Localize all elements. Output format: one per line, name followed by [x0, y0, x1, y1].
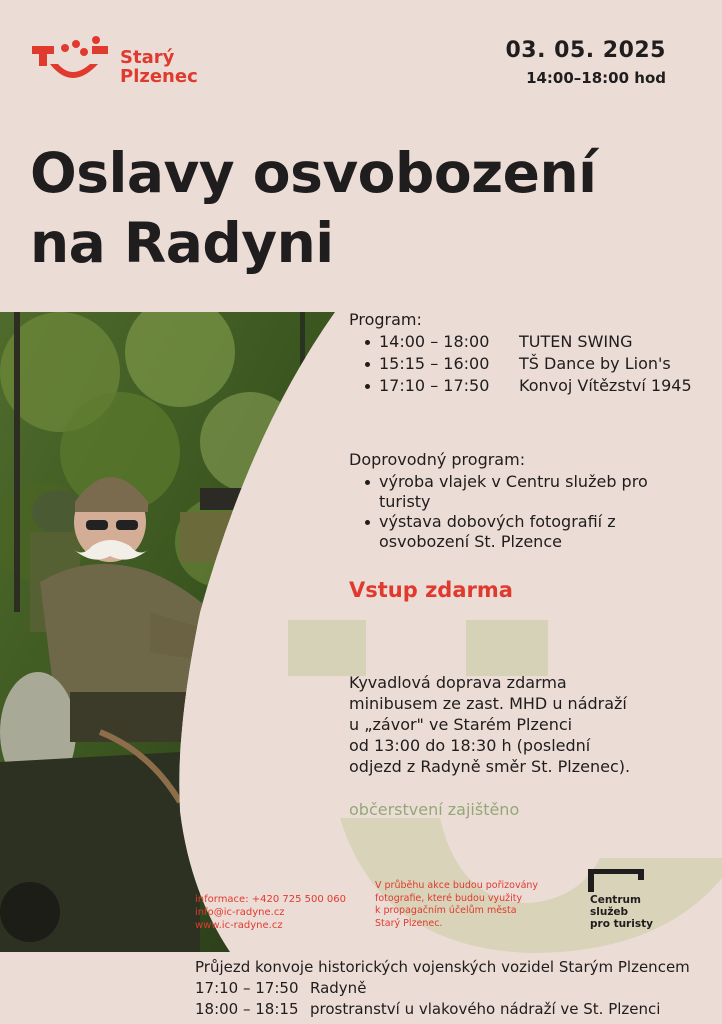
- photography-notice-line: fotografie, které budou využity: [375, 892, 523, 904]
- shuttle-line: odjezd z Radyně směr St. Plzenec).: [349, 757, 631, 776]
- event-date-block: [506, 38, 667, 87]
- logo-line-2: Plzenec: [120, 66, 198, 87]
- contact-info: [195, 893, 346, 932]
- convoy-place: Radyně: [310, 979, 367, 997]
- logo-line-1: Starý: [120, 47, 175, 68]
- shuttle-line: od 13:00 do 18:30 h (poslední: [349, 736, 591, 755]
- centrum-logo: [584, 866, 664, 936]
- contact-web-link[interactable]: www.ic-radyne.cz: [195, 920, 283, 931]
- contact-phone: informace: +420 725 500 060: [195, 894, 347, 905]
- convoy-schedule: [195, 957, 690, 1020]
- free-entry-label: Vstup zdarma: [349, 578, 513, 602]
- program-section: [349, 309, 692, 397]
- program-item-name: TUTEN SWING: [519, 332, 633, 351]
- photography-notice-line: V průběhu akce budou pořizovány: [375, 880, 539, 891]
- program-item: [363, 353, 692, 375]
- event-date: 03. 05. 2025: [505, 38, 666, 63]
- accompanying-item: výroba vlajek v Centru služeb pro turisty: [363, 472, 663, 512]
- accompanying-item: výstava dobových fotografií z osvobození St. Plzence: [363, 512, 663, 552]
- centrum-line-3: pro turisty: [590, 918, 653, 930]
- convoy-heading: Průjezd konvoje historických vojenských vozidel Starým Plzencem: [195, 958, 690, 976]
- program-item: [363, 331, 692, 353]
- centrum-building-icon: [584, 866, 664, 896]
- page-title: [30, 138, 710, 278]
- shuttle-line: u „závor" ve Starém Plzenci: [349, 715, 573, 734]
- program-item-name: Konvoj Vítězství 1945: [519, 376, 692, 395]
- logo-wordmark: [120, 48, 198, 86]
- convoy-place: prostranství u vlakového nádraží ve St. Plzenci: [310, 1000, 661, 1018]
- convoy-row: [195, 999, 690, 1020]
- shuttle-line: Kyvadlová doprava zdarma: [349, 673, 567, 692]
- title-line-1: Oslavy osvobození: [30, 141, 597, 205]
- photography-notice: [375, 880, 575, 930]
- accompanying-heading: Doprovodný program:: [349, 450, 526, 469]
- logo-mark-icon: [32, 34, 112, 94]
- convoy-time: 17:10 – 17:50: [195, 979, 299, 997]
- refreshments-note: občerstvení zajištěno: [349, 800, 520, 819]
- contact-email-link[interactable]: info@ic-radyne.cz: [195, 907, 285, 918]
- centrum-line-1: Centrum: [590, 894, 641, 906]
- program-item-time: 17:10 – 17:50: [379, 376, 490, 395]
- photography-notice-line: k propagačním účelům města: [375, 905, 517, 916]
- convoy-time: 18:00 – 18:15: [195, 1000, 299, 1018]
- program-list: [363, 331, 692, 397]
- centrum-wordmark: [590, 894, 653, 930]
- shuttle-line: minibusem ze zast. MHD u nádraží: [349, 694, 627, 713]
- accompanying-list: [363, 472, 663, 552]
- program-heading: Program:: [349, 310, 422, 329]
- program-item-time: 14:00 – 18:00: [379, 332, 490, 351]
- program-item-time: 15:15 – 16:00: [379, 354, 490, 373]
- soldier-photo: [0, 312, 340, 952]
- title-line-2: na Radyni: [30, 211, 334, 275]
- logo: [32, 34, 212, 94]
- event-time: 14:00–18:00 hod: [526, 69, 666, 87]
- convoy-row: [195, 978, 690, 999]
- accompanying-program-section: [349, 450, 663, 552]
- shuttle-info: [349, 672, 689, 777]
- program-item-name: TŠ Dance by Lion's: [519, 354, 671, 373]
- centrum-line-2: služeb: [590, 906, 629, 918]
- photography-notice-line: Starý Plzenec.: [375, 917, 443, 929]
- program-item: [363, 375, 692, 397]
